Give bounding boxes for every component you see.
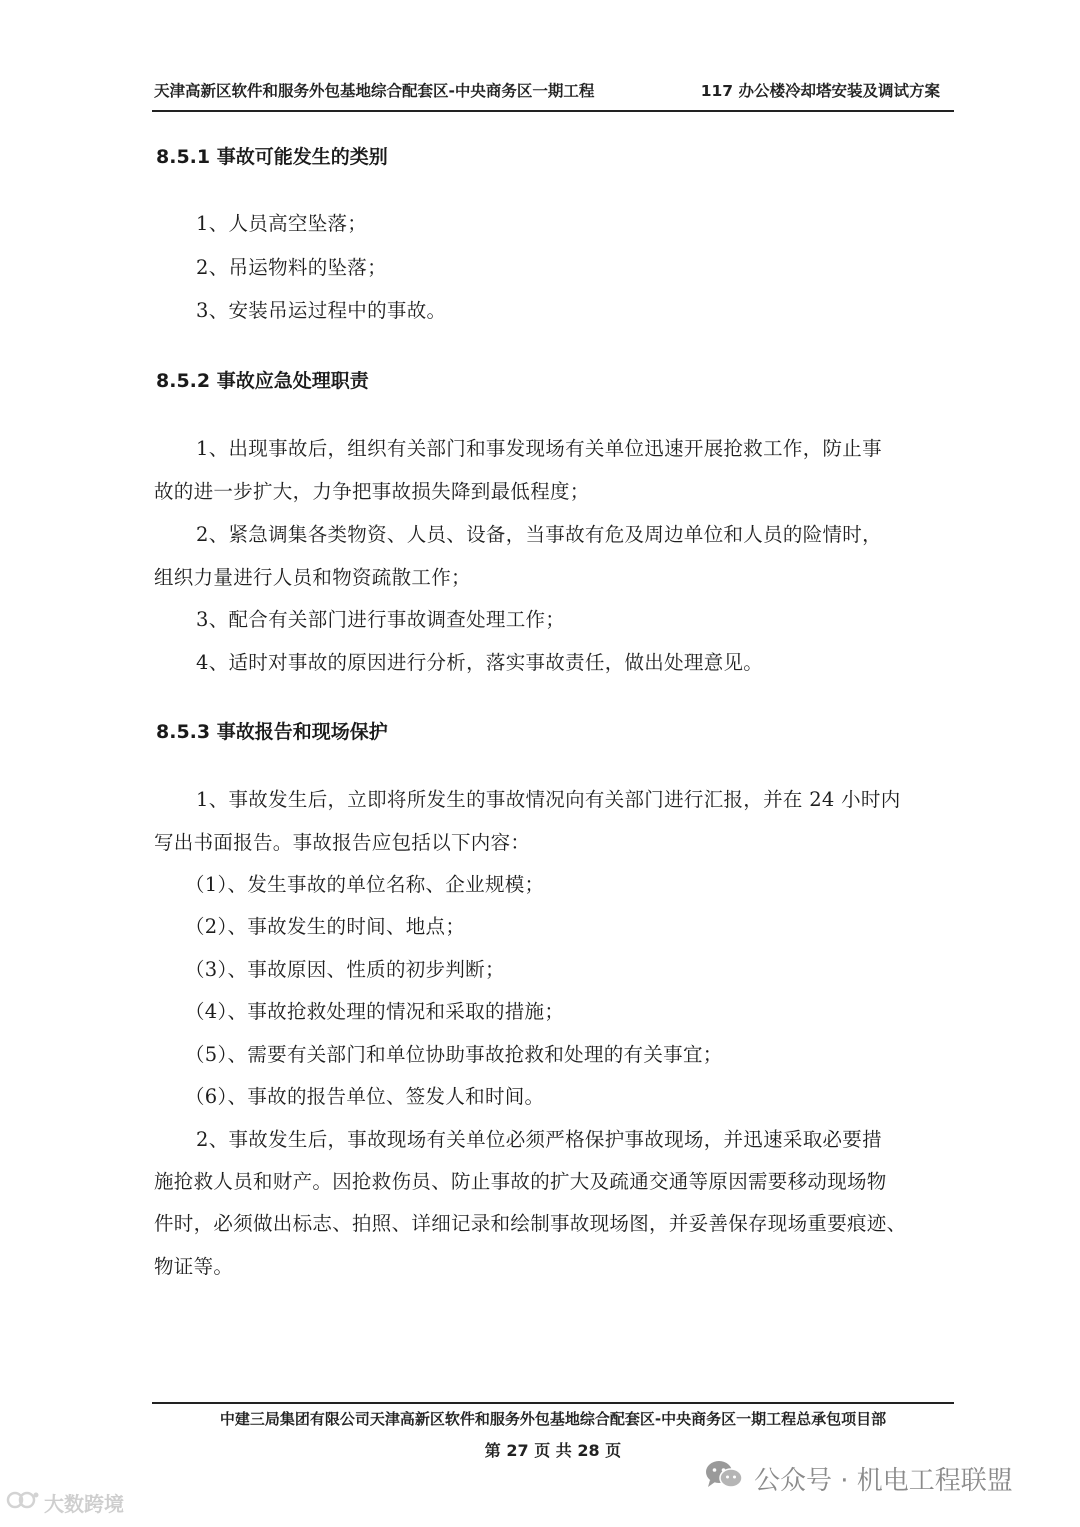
watermark-logo-icon xyxy=(6,1489,44,1516)
section-heading: 8.5.1 事故可能发生的类别 xyxy=(156,146,388,168)
list-item: 3、安装吊运过程中的事故。 xyxy=(196,299,447,322)
watermark-left-text: 大数跨境 xyxy=(44,1492,124,1516)
list-item: （5）、需要有关部门和单位协助事故抢救和处理的有关事宜； xyxy=(185,1043,723,1066)
list-item: 2、吊运物料的坠落； xyxy=(196,256,387,279)
section-heading: 8.5.2 事故应急处理职责 xyxy=(156,370,369,392)
paragraph-line: 施抢救人员和财产。因抢救伤员、防止事故的扩大及疏通交通等原因需要移动现场物 xyxy=(154,1170,887,1193)
list-item: （4）、事故抢救处理的情况和采取的措施； xyxy=(185,1000,565,1023)
paragraph-line: 2、事故发生后，事故现场有关单位必须严格保护事故现场，并迅速采取必要措 xyxy=(196,1128,882,1151)
paragraph-line: 物证等。 xyxy=(154,1255,234,1278)
list-item: （2）、事故发生的时间、地点； xyxy=(185,915,466,938)
paragraph-line: 1、出现事故后，组织有关部门和事发现场有关单位迅速开展抢救工作，防止事 xyxy=(196,437,882,460)
paragraph-line: 1、事故发生后，立即将所发生的事故情况向有关部门进行汇报，并在 24 小时内 xyxy=(196,788,901,811)
paragraph-line: 故的进一步扩大，力争把事故损失降到最低程度； xyxy=(154,480,590,503)
header-document-title: 117 办公楼冷却塔安装及调试方案 xyxy=(700,82,940,100)
paragraph-line: 3、配合有关部门进行事故调查处理工作； xyxy=(196,608,566,631)
paragraph-line: 写出书面报告。事故报告应包括以下内容： xyxy=(154,831,531,854)
footer-company: 中建三局集团有限公司天津高新区软件和服务外包基地综合配套区-中央商务区一期工程总承包项目部 xyxy=(219,1410,887,1428)
page-header xyxy=(152,74,954,112)
paragraph-line: 4、适时对事故的原因进行分析，落实事故责任，做出处理意见。 xyxy=(196,651,764,674)
wechat-icon xyxy=(704,1458,754,1499)
paragraph-line: 组织力量进行人员和物资疏散工作； xyxy=(154,566,471,589)
footer-divider xyxy=(152,1402,954,1404)
section-heading: 8.5.3 事故报告和现场保护 xyxy=(156,721,388,743)
header-project-title: 天津高新区软件和服务外包基地综合配套区-中央商务区一期工程 xyxy=(154,82,595,100)
watermark-right xyxy=(704,1458,1013,1499)
watermark-left xyxy=(6,1488,124,1517)
watermark-right-text: 公众号 · 机电工程联盟 xyxy=(754,1466,1013,1496)
paragraph-line: 件时，必须做出标志、拍照、详细记录和绘制事故现场图，并妥善保存现场重要痕迹、 xyxy=(154,1212,907,1235)
list-item: （3）、事故原因、性质的初步判断； xyxy=(185,958,505,981)
paragraph-line: 2、紧急调集各类物资、人员、设备，当事故有危及周边单位和人员的险情时， xyxy=(196,523,882,546)
list-item: （6）、事故的报告单位、签发人和时间。 xyxy=(185,1085,545,1108)
page-number: 第 27 页 共 28 页 xyxy=(484,1441,622,1460)
list-item: 1、人员高空坠落； xyxy=(196,212,368,235)
list-item: （1）、发生事故的单位名称、企业规模； xyxy=(185,873,545,896)
